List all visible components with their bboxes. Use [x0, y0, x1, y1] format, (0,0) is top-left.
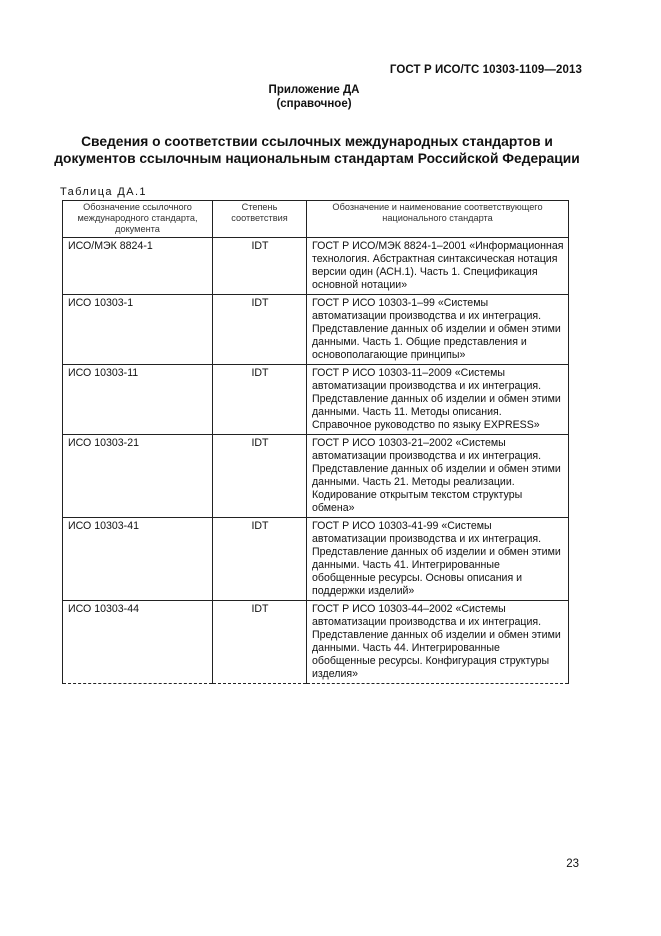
column-header-degree-of-correspondence: Степень соответствия: [213, 201, 307, 238]
international-standard-cell: ИСО 10303-11: [63, 365, 213, 435]
national-standard-cell: ГОСТ Р ИСО 10303-11–2009 «Системы автоматизации производства и их интеграция. Представление данных об изделии и обмен этими данными. Часть 11. Методы описания. Справочное руководство по языку EXPRESS»: [307, 365, 569, 435]
table-row: [63, 601, 569, 684]
national-standard-cell: ГОСТ Р ИСО 10303-21–2002 «Системы автоматизации производства и их интеграция. Представление данных об изделии и обмен этими данными. Часть 21. Методы реализации. Кодирование открытым текстом структуры обмена»: [307, 435, 569, 518]
international-standard-cell: ИСО/МЭК 8824-1: [63, 238, 213, 295]
annex-title: Приложение ДА: [268, 84, 360, 96]
section-title-line-2: документов ссылочным национальным стандартам Российской Федерации: [54, 151, 580, 166]
national-standard-cell: ГОСТ Р ИСО 10303-1–99 «Системы автоматизации производства и их интеграция. Представление данных об изделии и обмен этими данными. Часть 1. Общие представления и основополагающие принципы»: [307, 295, 569, 365]
annex-heading: [0, 83, 628, 111]
national-standard-cell: ГОСТ Р ИСО 10303-41-99 «Системы автоматизации производства и их интеграция. Представление данных об изделии и обмен этими данными. Часть 41. Интегрированные обобщенные ресурсы. Основы описания и поддержки изделий»: [307, 518, 569, 601]
table-header-row: [63, 201, 569, 238]
table-row: [63, 238, 569, 295]
degree-cell: IDT: [213, 238, 307, 295]
degree-cell: IDT: [213, 295, 307, 365]
international-standard-cell: ИСО 10303-44: [63, 601, 213, 684]
degree-cell: IDT: [213, 365, 307, 435]
section-title-line-1: Сведения о соответствии ссылочных международных стандартов и: [81, 134, 553, 149]
page-number: 23: [566, 858, 579, 870]
international-standard-cell: ИСО 10303-21: [63, 435, 213, 518]
table-row: [63, 435, 569, 518]
column-header-national-standard: Обозначение и наименование соответствующего национального стандарта: [307, 201, 569, 238]
international-standard-cell: ИСО 10303-41: [63, 518, 213, 601]
table-caption: Таблица ДА.1: [60, 186, 147, 198]
standards-correspondence-table: [62, 200, 569, 684]
degree-cell: IDT: [213, 435, 307, 518]
table-row: [63, 518, 569, 601]
section-title: [40, 133, 594, 167]
degree-cell: IDT: [213, 518, 307, 601]
national-standard-cell: ГОСТ Р ИСО 10303-44–2002 «Системы автоматизации производства и их интеграция. Представление данных об изделии и обмен этими данными. Часть 44. Интегрированные обобщенные ресурсы. Конфигурация структуры изделия»: [307, 601, 569, 684]
annex-subtitle: (справочное): [276, 98, 352, 110]
degree-cell: IDT: [213, 601, 307, 684]
international-standard-cell: ИСО 10303-1: [63, 295, 213, 365]
table-row: [63, 365, 569, 435]
column-header-international-standard: Обозначение ссылочного международного стандарта, документа: [63, 201, 213, 238]
document-code-header: ГОСТ Р ИСО/ТС 10303-1109—2013: [389, 64, 582, 76]
national-standard-cell: ГОСТ Р ИСО/МЭК 8824-1–2001 «Информационная технология. Абстрактная синтаксическая нотация версии один (АСН.1). Часть 1. Спецификация основной нотации»: [307, 238, 569, 295]
table-row: [63, 295, 569, 365]
